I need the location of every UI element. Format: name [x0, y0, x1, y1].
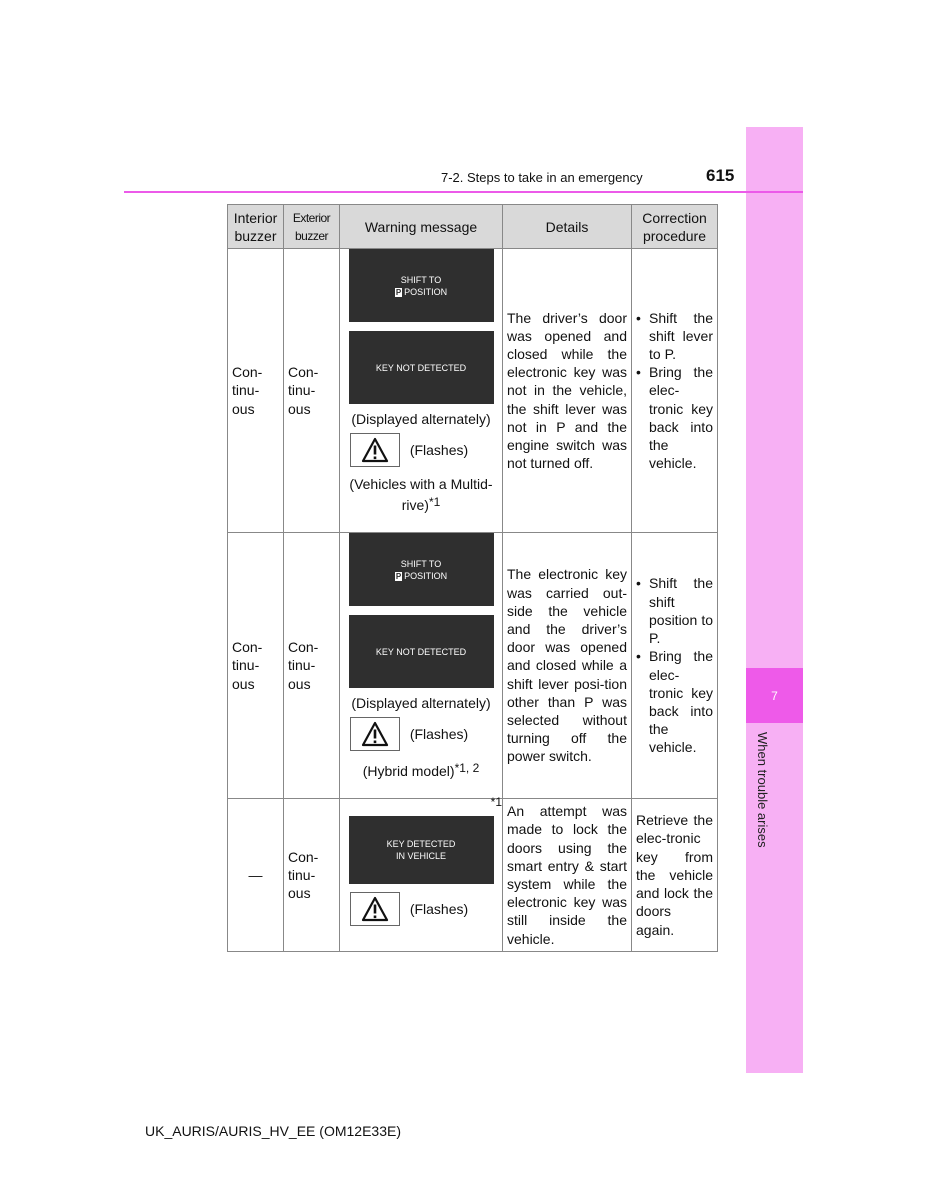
footnote-ref: *1	[428, 495, 441, 510]
chapter-side-tab	[746, 127, 803, 1073]
correction-step: • Bring the elec-tronic key back into the vehicle.	[636, 647, 713, 756]
section-title: 7-2. Steps to take in an emergency	[441, 170, 643, 185]
display-key-not-detected: KEY NOT DETECTED	[349, 615, 494, 688]
warning-message-cell	[340, 795, 503, 952]
flashes-note: (Flashes)	[409, 726, 469, 743]
warning-triangle-icon	[350, 892, 400, 926]
display-shift-to-p: SHIFT TO P POSITION	[349, 533, 494, 606]
footer-document-code: UK_AURIS/AURIS_HV_EE (OM12E33E)	[145, 1123, 401, 1139]
header-warning-message: Warning message	[340, 205, 503, 249]
header-details: Details	[503, 205, 632, 249]
header-divider	[124, 191, 803, 193]
alternate-note: (Displayed alternately)	[351, 695, 491, 711]
warning-table	[227, 204, 718, 952]
warning-message-cell	[340, 533, 503, 799]
header-exterior-buzzer: Exterior buzzer	[284, 205, 340, 249]
model-note: (Vehicles with a Multid-rive)*1	[349, 476, 493, 514]
header-interior-buzzer: Interior buzzer	[228, 205, 284, 249]
model-note: (Hybrid model)*1, 2	[362, 761, 480, 780]
exterior-buzzer-cell: Con- tinu- ous	[284, 249, 340, 533]
p-position-icon: P	[395, 287, 402, 297]
correction-step: • Shift the shift lever to P.	[636, 309, 713, 364]
details-cell: An attempt was made to lock the doors using the smart entry & start system while the electronic key was still inside the vehicle.	[503, 799, 632, 952]
table-row	[228, 799, 718, 952]
table-row	[228, 533, 718, 799]
correction-step: • Bring the elec-tronic key back into the vehicle.	[636, 363, 713, 472]
p-position-icon: P	[395, 571, 402, 581]
correction-cell	[632, 533, 718, 799]
page-number: 615	[706, 166, 735, 185]
footnote-ref: *1, 2	[454, 761, 480, 776]
correction-step: • Shift the shift position to P.	[636, 574, 713, 647]
interior-buzzer-cell: Con- tinu- ous	[228, 533, 284, 799]
chapter-title: When trouble arises	[755, 732, 770, 848]
chapter-number-badge	[746, 668, 803, 723]
chapter-number: 7	[771, 688, 778, 703]
flashes-note: (Flashes)	[409, 442, 469, 459]
exterior-buzzer-cell: Con- tinu- ous	[284, 533, 340, 799]
alternate-note: (Displayed alternately)	[351, 411, 491, 427]
header-correction-procedure: Correction procedure	[632, 205, 718, 249]
table-row	[228, 249, 718, 533]
details-cell: The electronic key was carried out-side the vehicle and the driver’s door was opened and closed while a shift lever posi-tion other than P was selected without turning off the power switch.	[503, 533, 632, 799]
footnote-ref: *1	[490, 795, 502, 809]
display-key-detected-in-vehicle: KEY DETECTED IN VEHICLE	[349, 816, 494, 884]
display-key-not-detected: KEY NOT DETECTED	[349, 331, 494, 404]
table-header-row	[228, 205, 718, 249]
warning-triangle-icon	[350, 433, 400, 467]
flashes-note: (Flashes)	[409, 900, 469, 917]
details-cell: The driver’s door was opened and closed while the electronic key was not in the vehicle, the shift lever was not in P and the engine switch was not turned off.	[503, 249, 632, 533]
display-shift-to-p: SHIFT TO P POSITION	[349, 249, 494, 322]
warning-triangle-icon	[350, 717, 400, 751]
correction-cell: Retrieve the elec-tronic key from the vehicle and lock the doors again.	[632, 799, 718, 952]
warning-message-cell	[340, 249, 503, 533]
interior-buzzer-cell: —	[228, 799, 284, 952]
correction-cell	[632, 249, 718, 533]
exterior-buzzer-cell: Con- tinu- ous	[284, 799, 340, 952]
interior-buzzer-cell: Con- tinu- ous	[228, 249, 284, 533]
